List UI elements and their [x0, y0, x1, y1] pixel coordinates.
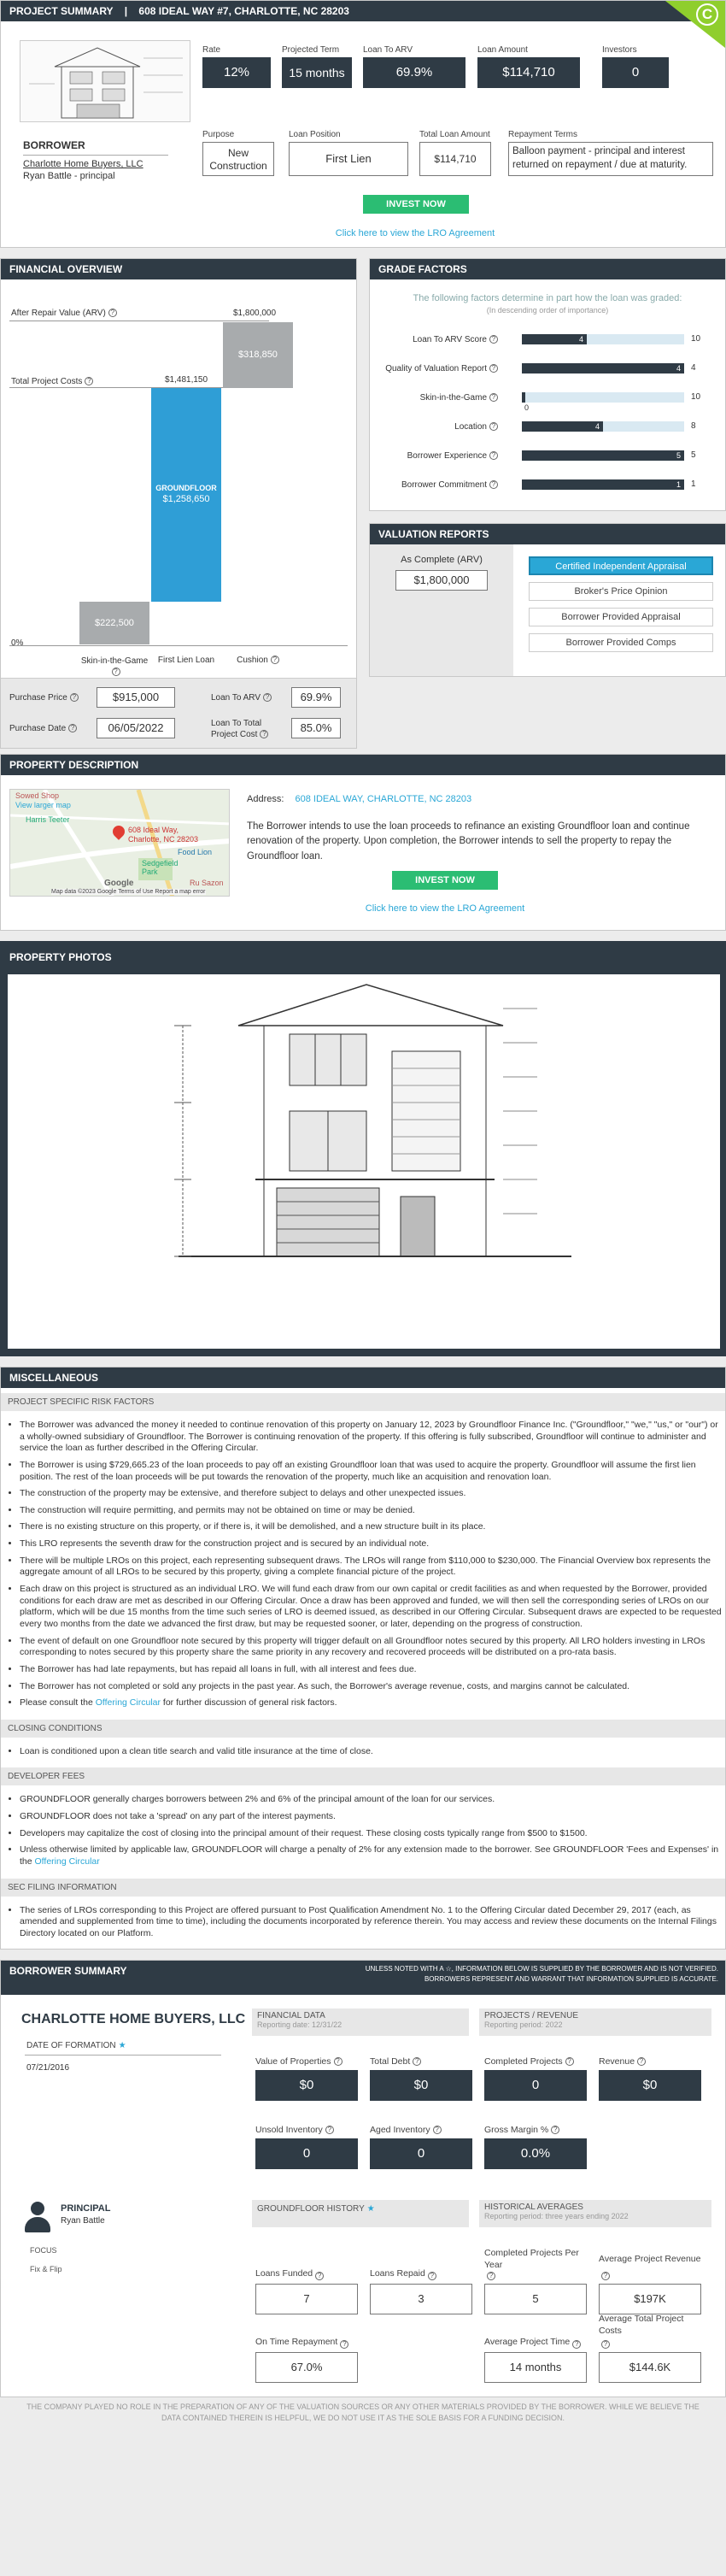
project-summary-card	[0, 0, 726, 248]
avg-title: HISTORICAL AVERAGES	[484, 2202, 583, 2212]
stat-value: $0	[599, 2070, 701, 2101]
info-icon[interactable]: ?	[565, 2057, 574, 2066]
info-icon[interactable]: ?	[489, 480, 498, 489]
valuation-left	[370, 544, 513, 676]
cushion-value: $318,850	[238, 350, 278, 360]
purchase-price-value: $915,000	[97, 687, 175, 708]
list-item: • The Borrower was advanced the money it needed to continue renovation of this property on January 12, 2023 by Groundfloor Finance Inc. ("Groundfloor," "we," "us," or "our") or a wholly-owned subsidiary of Groundfloor. The Borrower is continuing renovation of the property. If this offering is fully subscribed, Groundfloor will continue to administer and service the loan as further described in the Offering Circular.	[20, 1420, 725, 1455]
lro-agreement-link[interactable]: Click here to view the LRO Agreement	[335, 228, 495, 238]
repayment-value: Balloon payment - principal and interest returned on repayment / due at maturity.	[508, 142, 713, 176]
stat-value: $0	[370, 2070, 472, 2101]
invest-now-button[interactable]: INVEST NOW	[363, 195, 469, 214]
total-loan-label: Total Loan Amount	[419, 130, 490, 139]
grade-factor-fill	[522, 450, 684, 461]
history-label: On Time Repayment ?	[255, 2311, 358, 2349]
risk-factors-list	[1, 1420, 725, 1692]
summary-address: 608 IDEAL WAY #7, CHARLOTTE, NC 28203	[138, 5, 349, 17]
purpose-field	[202, 130, 274, 176]
grade-factors-card	[369, 258, 726, 511]
info-icon[interactable]: ?	[489, 451, 498, 460]
address-link[interactable]: 608 IDEAL WAY, CHARLOTTE, NC 28203	[295, 794, 472, 804]
info-icon[interactable]: ?	[601, 2272, 610, 2280]
stat-value: 0	[255, 2138, 358, 2169]
history-block	[599, 2248, 701, 2314]
formation-line	[25, 2055, 221, 2056]
grade-factor-max: 10	[691, 334, 701, 344]
info-icon[interactable]: ?	[271, 656, 279, 664]
financial-overview-card	[0, 258, 357, 749]
info-icon[interactable]: ?	[260, 730, 268, 738]
principal-label: PRINCIPAL	[61, 2203, 111, 2214]
history-value: 5	[484, 2284, 587, 2314]
info-icon[interactable]: ?	[489, 393, 498, 402]
historical-averages-header	[479, 2200, 711, 2227]
metric-term	[282, 45, 352, 88]
stat-block	[255, 2125, 358, 2169]
grade-factor-bar	[522, 450, 684, 461]
developer-fees-header: DEVELOPER FEES	[1, 1767, 725, 1785]
grade-letter: C	[696, 3, 718, 26]
info-icon[interactable]: ?	[413, 2057, 421, 2066]
grade-factor-fill	[522, 392, 525, 403]
list-item: • The Borrower has not completed or sold any projects in the past year. As such, the Borrower's average revenue, costs, and margins cannot be calculated.	[20, 1681, 725, 1693]
valuation-option-certified[interactable]: Certified Independent Appraisal	[529, 556, 713, 575]
financial-data-header	[252, 2008, 469, 2036]
grade-factor-fill	[522, 421, 603, 432]
grade-factors-header: GRADE FACTORS	[370, 259, 725, 279]
history-value: 67.0%	[255, 2352, 358, 2383]
property-description-card	[0, 754, 726, 931]
info-icon[interactable]: ?	[428, 2272, 436, 2280]
groundfloor-history-header	[252, 2200, 469, 2227]
metric-loan-amount	[477, 45, 580, 88]
history-value: 14 months	[484, 2352, 587, 2383]
history-block	[370, 2255, 472, 2314]
metric-value: 15 months	[282, 57, 352, 88]
description-address-row	[247, 794, 471, 804]
grade-factor-value: 4	[676, 364, 681, 373]
view-larger-map-link[interactable]: View larger map	[15, 801, 71, 809]
metric-value: 69.9%	[363, 57, 465, 88]
history-value: 7	[255, 2284, 358, 2314]
grade-factor-row	[370, 477, 725, 506]
grade-factor-value: 5	[676, 451, 681, 460]
map-footer[interactable]: Map data ©2023 Google Terms of Use Report a map error	[51, 889, 206, 895]
info-icon[interactable]: ?	[340, 2340, 348, 2349]
zero-label: 0%	[11, 638, 24, 648]
grade-factor-max: 10	[691, 392, 701, 402]
stat-value: 0.0%	[484, 2138, 587, 2169]
invest-now-button-2[interactable]: INVEST NOW	[392, 871, 498, 890]
list-item: • Unless otherwise limited by applicable law, GROUNDFLOOR will charge a penalty of 2% for any extension made to the borrower. See GROUNDFLOOR 'Fees and Expenses' in the Offering Circular	[20, 1844, 725, 1867]
valuation-header: VALUATION REPORTS	[370, 524, 725, 544]
stat-block	[370, 2125, 472, 2169]
arv-label: After Repair Value (ARV) ?	[11, 309, 117, 318]
stat-label: Value of Properties ?	[255, 2056, 358, 2067]
info-icon[interactable]: ?	[85, 377, 93, 385]
map-shop: Sowed Shop	[15, 791, 60, 800]
offering-circular-link[interactable]: Offering Circular	[95, 1697, 161, 1709]
grade-factor-label: Borrower Experience ?	[370, 451, 498, 461]
grade-intro-sub: (In descending order of importance)	[486, 306, 609, 315]
offering-circular-link-2[interactable]: Offering Circular	[34, 1856, 100, 1867]
loan-bar-label: GROUNDFLOOR	[155, 484, 217, 492]
history-label: Completed Projects Per Year ?	[484, 2247, 579, 2279]
description-text: The Borrower intends to use the loan proceeds to refinance an existing Groundfloor loan and continue renovation of the property. Upon completion, the Borrower intends to sell the property to repay the Groundfloor loan.	[247, 821, 690, 862]
risk-factors-header: PROJECT SPECIFIC RISK FACTORS	[1, 1393, 725, 1411]
grade-factor-row	[370, 448, 725, 477]
metric-label: Loan Amount	[477, 45, 528, 55]
history-label: Average Total Project Costs ?	[599, 2313, 684, 2348]
list-item: • GROUNDFLOOR generally charges borrowers between 2% and 6% of the principal amount of the loan for our services.	[20, 1794, 725, 1806]
grade-factor-bar	[522, 334, 684, 344]
financial-footer	[1, 678, 356, 748]
info-icon[interactable]: ?	[572, 2340, 581, 2349]
metric-rate	[202, 45, 271, 88]
ltpc-value: 85.0%	[291, 718, 341, 738]
map-harris: Harris Teeter	[26, 815, 70, 824]
valuation-option-bpo[interactable]: Broker's Price Opinion	[529, 582, 713, 601]
grade-factor-label: Skin-in-the-Game ?	[370, 393, 498, 403]
list-item: • Developers may capitalize the cost of closing into the principal amount of their request. These closing costs typically range from $500 to $1500.	[20, 1828, 725, 1840]
loan-bar	[151, 388, 221, 602]
purchase-date-value: 06/05/2022	[97, 718, 175, 738]
metric-loan-to-arv	[363, 45, 465, 88]
repayment-label: Repayment Terms	[508, 130, 577, 139]
grade-factor-value: 0	[524, 403, 530, 412]
grade-factor-row	[370, 419, 725, 448]
info-icon[interactable]: ?	[489, 335, 498, 344]
disclaimer-footer: THE COMPANY PLAYED NO ROLE IN THE PREPARATION OF ANY OF THE VALUATION SOURCES OR ANY OTHER MATERIALS PROVIDED BY THE BORROWER. WHILE WE BELIEVE THE DATA CONTAINED THEREIN IS HELPFUL, WE DO NOT USE IT AS THE SOLE BASIS FOR A FUNDING DECISION.	[0, 2397, 726, 2426]
cushion-bar	[223, 322, 293, 388]
tpc-value: $1,481,150	[165, 375, 208, 385]
stat-label: Aged Inventory ?	[370, 2125, 472, 2135]
borrower-summary-header	[1, 1961, 725, 1995]
as-complete-label: As Complete (ARV)	[401, 555, 483, 565]
principal-block	[1, 2193, 249, 2398]
property-photos-card	[0, 941, 726, 1356]
list-item: • There is no existing structure on this property, or if there is, it will be demolished, and a new structure built in its place.	[20, 1521, 725, 1533]
purpose-label: Purpose	[202, 130, 235, 139]
tpc-label: Total Project Costs ?	[11, 377, 93, 386]
stat-value: $0	[255, 2070, 358, 2101]
info-icon[interactable]: ?	[263, 693, 272, 702]
list-item: • The construction of the property may be extensive, and therefore subject to delays and other unexpected issues.	[20, 1488, 725, 1500]
proj-period: Reporting period: 2022	[484, 2020, 563, 2029]
borrower-summary-card	[0, 1960, 726, 2397]
property-description-header: PROPERTY DESCRIPTION	[1, 755, 725, 775]
borrower-block	[23, 139, 194, 181]
purchase-date-label: Purchase Date ?	[9, 724, 77, 733]
stat-block	[255, 2056, 358, 2101]
category-skin: Skin-in-the-Game?	[80, 656, 149, 676]
loan-bar-value: $1,258,650	[162, 494, 210, 504]
borrower-person: Ryan Battle - principal	[23, 171, 115, 181]
baseline	[9, 645, 348, 646]
info-icon[interactable]: ?	[334, 2057, 343, 2066]
grade-factor-bar	[522, 479, 684, 490]
grade-factor-max: 4	[691, 363, 696, 373]
info-icon[interactable]: ?	[70, 693, 79, 702]
list-item: • The series of LROs corresponding to this Project are offered pursuant to Post Qualification Amendment No. 1 to the Offering Circular dated December 29, 2017 (each, as amended and supplemented from time to time), including the documents incorporated by reference therein. You may access and review these documents on the Internal Filings Directory located on our Platform.	[20, 1905, 725, 1940]
repayment-field	[508, 130, 713, 176]
stat-label: Total Debt ?	[370, 2056, 472, 2067]
elevation-photo[interactable]	[8, 974, 720, 1349]
borrower-label: BORROWER	[23, 139, 85, 151]
grade-factor-label: Quality of Valuation Report ?	[370, 364, 498, 373]
skin-value: $222,500	[95, 618, 134, 628]
metric-label: Projected Term	[282, 45, 340, 55]
map-embed[interactable]	[9, 789, 230, 897]
stat-block	[370, 2056, 472, 2101]
grade-factor-row	[370, 390, 725, 419]
metric-investors	[602, 45, 669, 88]
map-park: Sedgefield Park	[142, 859, 179, 876]
grade-factor-value: 4	[594, 422, 600, 431]
info-icon[interactable]: ?	[487, 2272, 495, 2280]
stat-block	[484, 2056, 587, 2101]
list-item: • The construction will require permitting, and permits may not be obtained on time or may be denied.	[20, 1505, 725, 1517]
closing-list	[1, 1746, 725, 1758]
total-loan-value: $114,710	[419, 142, 491, 176]
list-item: • Please consult the Offering Circular for further discussion of general risk factors.	[20, 1697, 725, 1709]
history-value: $144.6K	[599, 2352, 701, 2383]
list-item: • This LRO represents the seventh draw for the construction project and is secured by an individual note.	[20, 1538, 725, 1550]
history-value: $197K	[599, 2284, 701, 2314]
avg-period: Reporting period: three years ending 2022	[484, 2211, 629, 2220]
metric-value: 0	[602, 57, 669, 88]
skin-bar	[79, 602, 149, 644]
closing-conditions-header: CLOSING CONDITIONS	[1, 1720, 725, 1738]
stat-label: Completed Projects ?	[484, 2056, 587, 2067]
position-value: First Lien	[289, 142, 408, 176]
info-icon[interactable]: ?	[489, 364, 498, 373]
grade-factor-list	[370, 332, 725, 506]
list-item: • The Borrower has had late repayments, but has repaid all loans in full, with all interest and fees due.	[20, 1664, 725, 1676]
house-thumbnail[interactable]	[20, 40, 190, 122]
metric-value: 12%	[202, 57, 271, 88]
verified-star-icon: ★	[118, 2040, 126, 2050]
overview-row	[0, 258, 726, 754]
info-icon[interactable]: ?	[108, 309, 117, 317]
history-label: Average Project Time ?	[484, 2311, 587, 2349]
sec-filing-list	[1, 1905, 725, 1940]
valuation-option-borrower-appraisal[interactable]: Borrower Provided Appraisal	[529, 608, 713, 626]
grade-factor-bar	[522, 392, 684, 412]
ltarv-label: Loan To ARV ?	[211, 693, 272, 703]
principal-name: Ryan Battle	[61, 2215, 105, 2226]
company-name: CHARLOTTE HOME BUYERS, LLC	[21, 2011, 246, 2026]
financial-chart	[1, 279, 356, 676]
history-label: Average Project Revenue ?	[599, 2253, 701, 2279]
grade-intro: The following factors determine in part how the loan was graded:	[413, 293, 682, 303]
as-complete-value: $1,800,000	[395, 570, 488, 591]
info-icon[interactable]: ?	[433, 2126, 442, 2134]
position-field	[289, 130, 408, 176]
sec-filing-header: SEC FILING INFORMATION	[1, 1879, 725, 1897]
fin-period: Reporting date: 12/31/22	[257, 2020, 343, 2029]
info-icon[interactable]: ?	[551, 2126, 559, 2134]
metric-label: Investors	[602, 45, 637, 55]
list-item: • The Borrower is using $729,665.23 of the loan proceeds to pay off an existing Groundfloor loan that was used to acquire the property. Groundfloor will assume the first lien position. The rest of the loan proceeds will be put towards the renovation of the property, much like an acquisition and renovation loan.	[20, 1460, 725, 1483]
proj-title: PROJECTS / REVENUE	[484, 2010, 579, 2020]
purpose-value: New Construction	[202, 142, 274, 176]
list-item: • GROUNDFLOOR does not take a 'spread' on any part of the interest payments.	[20, 1811, 725, 1823]
valuation-options	[529, 556, 713, 652]
address-label: Address:	[247, 794, 284, 804]
person-icon	[25, 2202, 50, 2232]
info-icon[interactable]: ?	[112, 668, 120, 676]
grade-factor-row	[370, 332, 725, 361]
lro-agreement-link-2[interactable]: Click here to view the LRO Agreement	[365, 903, 525, 914]
history-label: Loans Funded ?	[255, 2255, 358, 2280]
stat-label: Revenue ?	[599, 2056, 701, 2067]
projects-revenue-header	[479, 2008, 711, 2036]
list-item: • The event of default on one Groundfloor note secured by this property will trigger default on all Groundfloor notes secured by this property. All LRO holders investing in LROs corresponding to notes secured by this property share the same priority in any recovery and recovered proceeds will be distributed on a pro-rata basis.	[20, 1636, 725, 1659]
risk-factors-list-end	[1, 1697, 725, 1709]
hist-title: GROUNDFLOOR HISTORY	[257, 2203, 365, 2214]
grade-factor-max: 5	[691, 450, 696, 460]
history-value: 3	[370, 2284, 472, 2314]
list-item: • Loan is conditioned upon a clean title search and valid title insurance at the time of close.	[20, 1746, 725, 1758]
info-icon[interactable]: ?	[489, 422, 498, 431]
stat-value: 0	[370, 2138, 472, 2169]
total-loan-field	[419, 130, 491, 176]
history-block	[484, 2311, 587, 2383]
position-label: Loan Position	[289, 130, 341, 139]
grade-factor-label: Loan To ARV Score ?	[370, 335, 498, 344]
formation-date: 07/21/2016	[26, 2062, 70, 2073]
grade-factor-bar	[522, 363, 684, 373]
grade-factor-label: Borrower Commitment ?	[370, 480, 498, 490]
history-block	[484, 2248, 587, 2314]
grade-factor-label: Location ?	[370, 422, 498, 432]
metric-value: $114,710	[477, 57, 580, 88]
info-icon[interactable]: ?	[601, 2340, 610, 2349]
grade-factor-value: 1	[676, 480, 681, 489]
stat-value: 0	[484, 2070, 587, 2101]
history-block	[255, 2255, 358, 2314]
formation-label: DATE OF FORMATION ★	[26, 2040, 126, 2050]
bsum-note: UNLESS NOTED WITH A ☆, INFORMATION BELOW IS SUPPLIED BY THE BORROWER AND IS NOT VERIFIED. BORROWERS REPRESENT AND WARRANT THAT INFORMATION SUPPLIED IS ACCURATE.	[365, 1964, 718, 1984]
miscellaneous-card	[0, 1367, 726, 1950]
ltarv-value: 69.9%	[291, 687, 341, 708]
stat-block	[484, 2125, 587, 2169]
info-icon[interactable]: ?	[315, 2272, 324, 2280]
history-label: Loans Repaid ?	[370, 2255, 472, 2280]
borrower-name-link[interactable]: Charlotte Home Buyers, LLC	[23, 159, 143, 169]
grade-factor-bar	[522, 421, 684, 432]
grade-factor-fill	[522, 479, 684, 490]
metric-label: Loan To ARV	[363, 45, 413, 55]
focus-value: Fix & Flip	[30, 2264, 62, 2273]
metric-label: Rate	[202, 45, 221, 55]
bsum-title: BORROWER SUMMARY	[9, 1964, 127, 1977]
list-item: • Each draw on this project is structured as an individual LRO. We will fund each draw from our own capital or credit facilities as and when requested by the Borrower, provided conditions for each draw are met as described in our Offering Circular. Once a draw has been approved and funded, we will then sell the corresponding series of LROs on our platform, which will be due 15 months from the time such series of LRO is deemed issued, as described in our Offering Circular. Subsequent draws are expected to be requested every two months from the date we advanced the first draw, but may be requested sooner, or later, depending on the progress of construction.	[20, 1584, 725, 1631]
grade-factor-value: 4	[578, 335, 583, 344]
history-block	[599, 2311, 701, 2383]
developer-fees-list	[1, 1794, 725, 1839]
map-pin-label: 608 Ideal Way, Charlotte, NC 28203	[128, 826, 199, 844]
stat-block	[599, 2056, 701, 2101]
info-icon[interactable]: ?	[68, 724, 77, 732]
map-google-logo: Google	[104, 879, 134, 888]
grade-factor-max: 8	[691, 421, 696, 431]
grade-factor-fill	[522, 363, 684, 373]
focus-label: FOCUS	[30, 2245, 57, 2255]
category-loan: First Lien Loan	[157, 656, 215, 665]
list-item: • There will be multiple LROs on this project, each representing subsequent draws. The LROs will range from $110,000 to $230,000. The Financial Overview box represents the aggregate amount of all LROs to be secured by this property, giving a complete financial picture of the project.	[20, 1556, 725, 1579]
category-cushion: Cushion ?	[223, 656, 293, 665]
property-photos-header: PROPERTY PHOTOS	[1, 942, 725, 973]
grade-factor-max: 1	[691, 479, 696, 489]
grade-corner-badge	[665, 1, 725, 48]
grade-factor-row	[370, 361, 725, 390]
fin-title: FINANCIAL DATA	[257, 2010, 325, 2020]
info-icon[interactable]: ?	[325, 2126, 334, 2134]
info-icon[interactable]: ?	[637, 2057, 646, 2066]
misc-header: MISCELLANEOUS	[1, 1367, 725, 1388]
summary-title: PROJECT SUMMARY	[9, 5, 114, 17]
project-summary-header: PROJECT SUMMARY | 608 IDEAL WAY #7, CHARLOTTE, NC 28203	[1, 1, 725, 21]
grade-factor-fill	[522, 334, 587, 344]
stat-label: Gross Margin % ?	[484, 2125, 587, 2135]
history-block	[255, 2311, 358, 2383]
developer-fees-list-end	[1, 1844, 725, 1867]
arv-value: $1,800,000	[233, 309, 277, 318]
stat-label: Unsold Inventory ?	[255, 2125, 358, 2135]
verified-star-icon: ★	[366, 2203, 375, 2214]
map-food: Food Lion	[178, 848, 213, 856]
valuation-option-borrower-comps[interactable]: Borrower Provided Comps	[529, 633, 713, 652]
purchase-price-label: Purchase Price ?	[9, 693, 79, 703]
financial-overview-header: FINANCIAL OVERVIEW	[1, 259, 356, 279]
map-sazon: Ru Sazon	[190, 879, 224, 887]
valuation-reports-card	[369, 523, 726, 677]
ltpc-label: Loan To Total Project Cost ?	[211, 718, 279, 740]
